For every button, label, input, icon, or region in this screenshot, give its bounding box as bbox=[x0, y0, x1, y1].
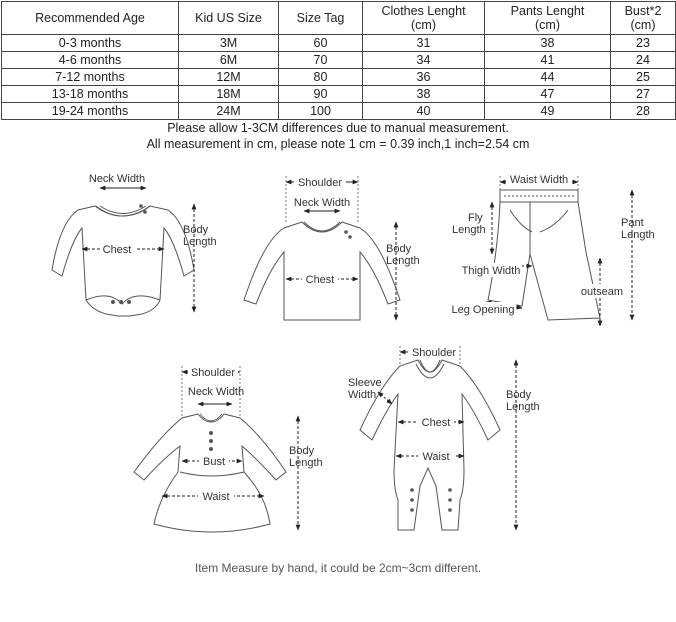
tshirt-chest-label: Chest bbox=[305, 274, 335, 286]
pants-thigh-label: Thigh Width bbox=[461, 265, 521, 277]
table-cell: 34 bbox=[363, 52, 485, 69]
pants-fly-label: Fly Length bbox=[452, 212, 486, 236]
table-cell: 41 bbox=[485, 52, 611, 69]
bodysuit-neck-label: Neck Width bbox=[88, 173, 146, 185]
dress-diagram bbox=[134, 414, 286, 532]
dress-waist-label: Waist bbox=[202, 491, 230, 503]
table-cell: 47 bbox=[485, 86, 611, 103]
tshirt-diagram bbox=[244, 222, 400, 320]
bodysuit-body-label: Body Length bbox=[183, 224, 217, 248]
tshirt-neck-label: Neck Width bbox=[293, 197, 351, 209]
romper-sleeve-label: Sleeve Width bbox=[348, 377, 382, 401]
table-cell: 100 bbox=[279, 103, 363, 120]
dress-neck-label: Neck Width bbox=[187, 386, 245, 398]
table-cell: 12M bbox=[179, 69, 279, 86]
table-cell: 0-3 months bbox=[2, 35, 179, 52]
footer-note: Item Measure by hand, it could be 2cm~3cm different. bbox=[194, 561, 482, 575]
romper-shoulder-label: Shoulder bbox=[411, 347, 457, 359]
table-cell: 44 bbox=[485, 69, 611, 86]
table-cell: 70 bbox=[279, 52, 363, 69]
table-cell: 36 bbox=[363, 69, 485, 86]
header-size-tag: Size Tag bbox=[279, 2, 363, 35]
header-pants-length: Pants Lenght (cm) bbox=[485, 2, 611, 35]
table-cell: 24M bbox=[179, 103, 279, 120]
dress-bust-label: Bust bbox=[202, 456, 226, 468]
header-kid-us-size: Kid US Size bbox=[179, 2, 279, 35]
romper-body-label: Body Length bbox=[506, 389, 540, 413]
table-cell: 24 bbox=[611, 52, 676, 69]
table-cell: 27 bbox=[611, 86, 676, 103]
table-cell: 90 bbox=[279, 86, 363, 103]
romper-waist-label: Waist bbox=[422, 451, 450, 463]
tshirt-shoulder-label: Shoulder bbox=[297, 177, 343, 189]
romper-chest-label: Chest bbox=[421, 417, 451, 429]
table-cell: 28 bbox=[611, 103, 676, 120]
pants-leg-opening-label: Leg Opening bbox=[451, 304, 515, 316]
table-cell: 31 bbox=[363, 35, 485, 52]
table-cell: 38 bbox=[485, 35, 611, 52]
pants-waist-label: Waist Width bbox=[509, 174, 569, 186]
header-bust: Bust*2 (cm) bbox=[611, 2, 676, 35]
pants-length-label: Pant Length bbox=[621, 217, 655, 241]
table-cell: 38 bbox=[363, 86, 485, 103]
tshirt-body-label: Body Length bbox=[386, 243, 420, 267]
table-cell: 6M bbox=[179, 52, 279, 69]
table-cell: 7-12 months bbox=[2, 69, 179, 86]
bodysuit-diagram bbox=[52, 205, 194, 316]
table-cell: 3M bbox=[179, 35, 279, 52]
romper-sleeve-arrow bbox=[378, 392, 392, 404]
bodysuit-chest-label: Chest bbox=[102, 244, 132, 256]
table-cell: 18M bbox=[179, 86, 279, 103]
header-clothes-length: Clothes Lenght (cm) bbox=[363, 2, 485, 35]
dress-body-label: Body Length bbox=[289, 445, 323, 469]
table-cell: 4-6 months bbox=[2, 52, 179, 69]
table-cell: 80 bbox=[279, 69, 363, 86]
table-cell: 19-24 months bbox=[2, 103, 179, 120]
table-cell: 25 bbox=[611, 69, 676, 86]
pants-diagram bbox=[488, 190, 600, 320]
note-line-1: Please allow 1-3CM differences due to manual measurement. bbox=[167, 121, 509, 135]
table-cell: 49 bbox=[485, 103, 611, 120]
table-cell: 60 bbox=[279, 35, 363, 52]
table-cell: 13-18 months bbox=[2, 86, 179, 103]
dress-shoulder-label: Shoulder bbox=[190, 367, 236, 379]
pants-outseam-label: outseam bbox=[580, 286, 624, 298]
note-line-2: All measurement in cm, please note 1 cm = 0.39 inch,1 inch=2.54 cm bbox=[146, 137, 530, 151]
table-cell: 23 bbox=[611, 35, 676, 52]
header-recommended-age: Recommended Age bbox=[2, 2, 179, 35]
table-cell: 40 bbox=[363, 103, 485, 120]
